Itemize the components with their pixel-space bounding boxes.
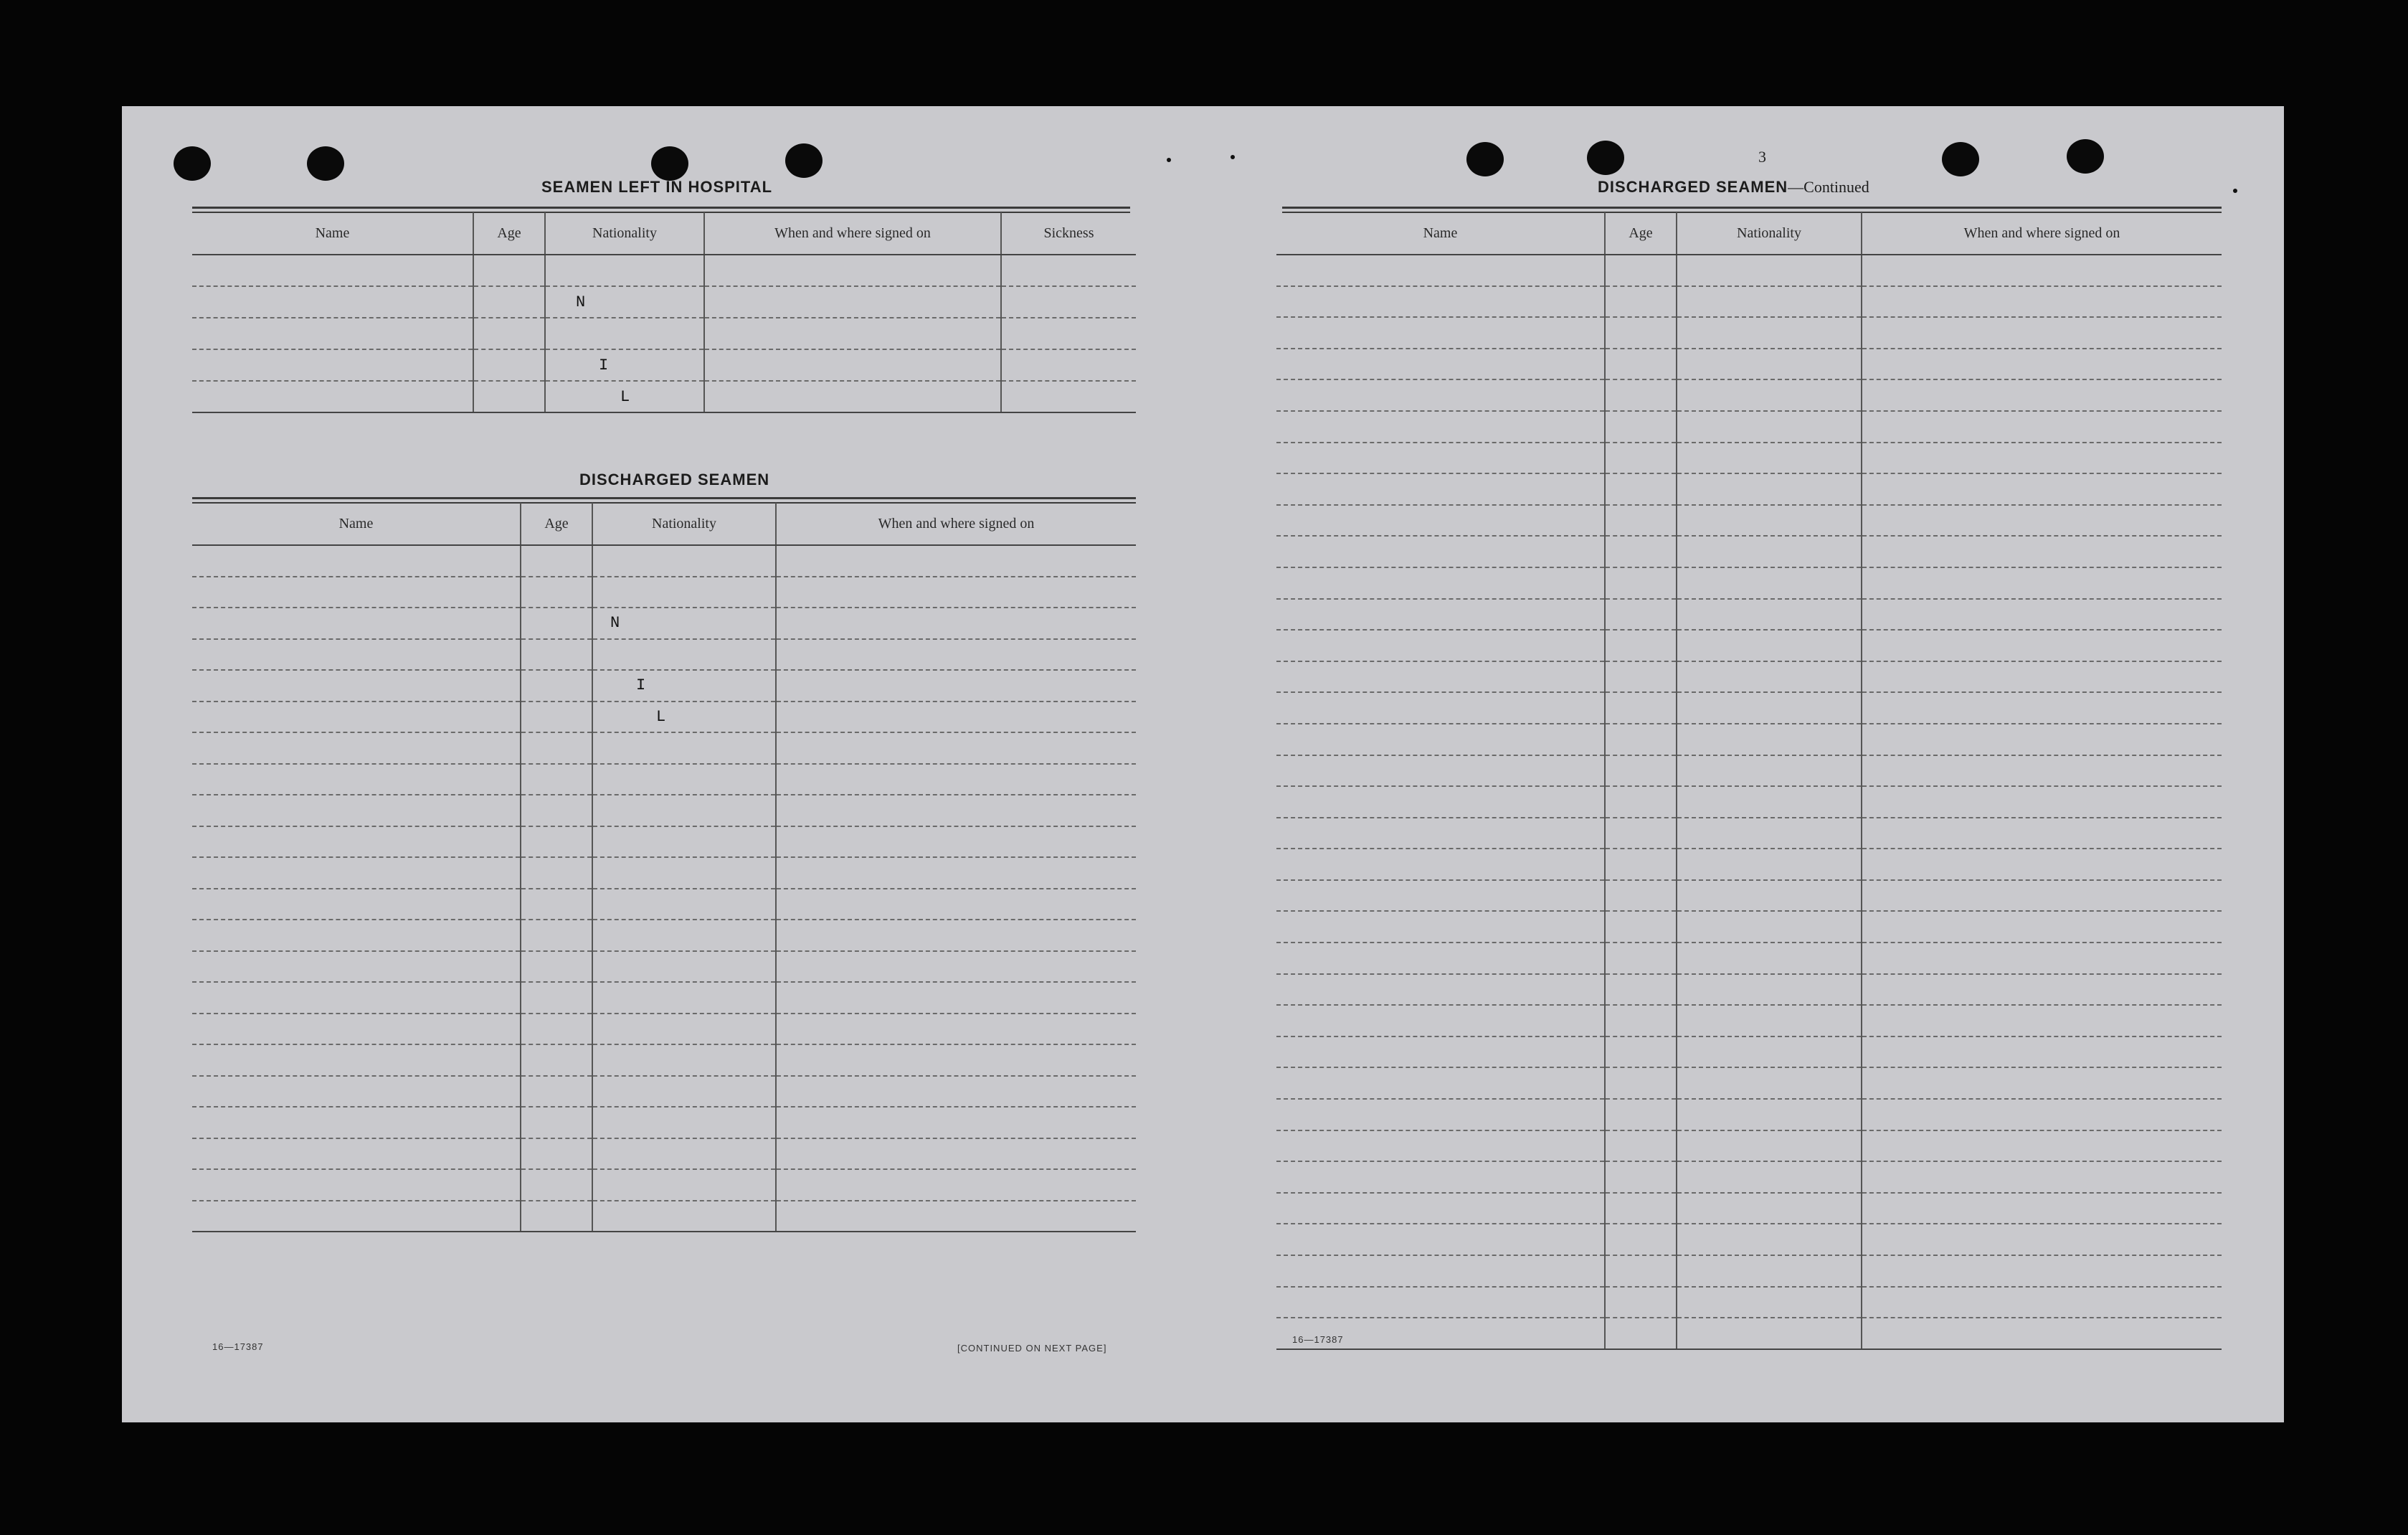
table-row [192, 764, 1136, 795]
table-row [192, 951, 1136, 983]
table-row [1276, 1130, 2222, 1162]
table-row [1276, 317, 2222, 349]
table-row [192, 545, 1136, 577]
table-row [192, 1138, 1136, 1170]
table-row [1276, 1067, 2222, 1099]
page-number: 3 [1758, 148, 1766, 166]
column-header-age: Age [1605, 212, 1677, 255]
table-header-row [1276, 212, 2222, 255]
discharged-section-title: DISCHARGED SEAMEN [579, 471, 770, 488]
table-row [1276, 786, 2222, 818]
table-row [1276, 755, 2222, 787]
table-row [192, 349, 1136, 381]
nil-letter-l: L [620, 387, 630, 406]
column-header-name: Name [1276, 212, 1605, 255]
table-row [1276, 349, 2222, 380]
table-row [1276, 911, 2222, 943]
table-row [192, 1201, 1136, 1232]
table-row [1276, 536, 2222, 567]
table-row [1276, 1099, 2222, 1130]
table-row [1276, 661, 2222, 693]
table-row [192, 1044, 1136, 1076]
hospital-section-title: SEAMEN LEFT IN HOSPITAL [541, 178, 773, 196]
table-row [192, 1169, 1136, 1201]
form-number: 16—17387 [212, 1341, 264, 1352]
table-row [1276, 286, 2222, 318]
table-row [192, 286, 1136, 318]
table-row [1276, 411, 2222, 443]
column-header-name: Name [192, 212, 473, 255]
table-row [192, 702, 1136, 733]
nil-letter-i: I [636, 676, 646, 695]
table-row [192, 1107, 1136, 1138]
column-header-signed-on: When and where signed on [776, 503, 1136, 545]
table-row [192, 795, 1136, 826]
table-row [1276, 1318, 2222, 1349]
title-rule [192, 497, 1136, 499]
table-row [192, 982, 1136, 1014]
table-row [1276, 505, 2222, 537]
record-sheet [122, 106, 2284, 1422]
table-row [1276, 473, 2222, 505]
discharged-table [192, 503, 1136, 1232]
nil-letter-n: N [610, 614, 620, 633]
table-header-row [192, 212, 1136, 255]
hospital-table [192, 212, 1136, 413]
table-row [192, 732, 1136, 764]
left-page [122, 106, 1183, 1422]
table-row [1276, 849, 2222, 880]
discharged-continued-title-main: DISCHARGED SEAMEN [1598, 178, 1788, 196]
table-row [1276, 1287, 2222, 1318]
table-row [192, 255, 1136, 286]
table-row [1276, 818, 2222, 849]
continued-suffix: —Continued [1788, 178, 1869, 196]
table-row [192, 318, 1136, 349]
nil-letter-n: N [576, 293, 586, 311]
table-row [1276, 880, 2222, 912]
table-row [1276, 1224, 2222, 1255]
table-row [1276, 255, 2222, 286]
table-row [192, 826, 1136, 858]
table-row [192, 1014, 1136, 1045]
table-row [1276, 1036, 2222, 1068]
table-row [1276, 379, 2222, 411]
table-row [1276, 974, 2222, 1006]
table-row [192, 608, 1136, 639]
table-row [1276, 943, 2222, 974]
column-header-name: Name [192, 503, 521, 545]
table-row [192, 889, 1136, 920]
table-row [192, 920, 1136, 951]
table-row [192, 1076, 1136, 1107]
nil-letter-i: I [599, 356, 609, 374]
form-number: 16—17387 [1292, 1334, 1344, 1345]
column-header-signed-on: When and where signed on [1862, 212, 2222, 255]
table-row [192, 381, 1136, 412]
table-row [1276, 599, 2222, 630]
column-header-signed-on: When and where signed on [704, 212, 1001, 255]
title-rule [192, 207, 1130, 209]
table-row [1276, 724, 2222, 755]
column-header-nationality: Nationality [1677, 212, 1862, 255]
table-row [1276, 1161, 2222, 1193]
nil-letter-l: L [656, 707, 666, 726]
column-header-nationality: Nationality [545, 212, 704, 255]
table-header-row [192, 503, 1136, 545]
table-row [1276, 1005, 2222, 1036]
right-page [1205, 106, 2284, 1422]
discharged-continued-table [1276, 212, 2222, 1350]
table-row [1276, 692, 2222, 724]
table-row [1276, 1255, 2222, 1287]
table-row [192, 577, 1136, 608]
column-header-nationality: Nationality [592, 503, 776, 545]
table-row [192, 670, 1136, 702]
table-row [1276, 1193, 2222, 1224]
table-row [192, 857, 1136, 889]
discharged-continued-title [1598, 178, 1869, 197]
column-header-sickness: Sickness [1001, 212, 1136, 255]
column-header-age: Age [521, 503, 592, 545]
table-row [1276, 630, 2222, 661]
title-rule [1282, 207, 2222, 209]
column-header-age: Age [473, 212, 545, 255]
table-row [1276, 567, 2222, 599]
table-row [192, 639, 1136, 671]
table-row [1276, 443, 2222, 474]
continued-note: [CONTINUED ON NEXT PAGE] [957, 1343, 1107, 1354]
